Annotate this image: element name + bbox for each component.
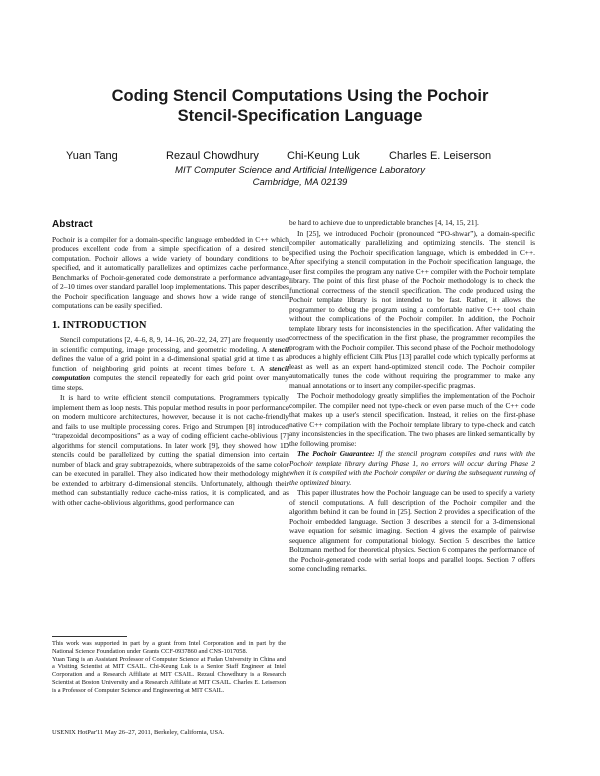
author-name: Chi-Keung Luk xyxy=(287,150,360,162)
intro-paragraph-2: It is hard to write efficient stencil computations. Programmers typically implement them as loop nests. This popular method results in poor performance on modern multicore architectures, however, because it is not cache-friendly and fails to use multiple processing cores. Frigo and Strumpen [8] introduced “trapezoidal decompositions” as a way of coding efficient cache-oblivious [7] algorithms for stencil computations. In later work [9], they showed how 1D stencils could be parallelized by cutting the spatial dimension into certain number of black and gray subtrapezoids, where subtrapezoids of the same color can be executed in parallel. They also indicated how their methodology might be extended to arbitrary d-dimensional stencils. Unfortunately, although their method can substantially reduce cache-miss ratios, it is complicated, and as with other cache-oblivious algorithms, good performance can xyxy=(52,393,289,507)
pochoir-guarantee: The Pochoir Guarantee: If the stencil program compiles and runs with the Pochoir template library during Phase 1, no errors will occur during Phase 2 when it is compiled with the Pochoir compiler or during the subsequent running of the optimized binary. xyxy=(289,449,535,487)
intro-paragraph-3: In [25], we introduced Pochoir (pronounced “PO-shwar”), a domain-specific compiler automatically parallelizing and optimizing stencils. The stencil is specified using the Pochoir specification language, which is embedded in C++. After specifying a stencil computation in the Pochoir specification language, the user first compiles the program any native C++ compiler with the Pochoir template library. The point of this first phase of the Pochoir methodology is to check the functional correctness of the stencil specification. The code produced using the Pochoir template library is not intended to be fast. Rather, it allows the programmer to debug the program using a comfortable native C++ tool chain without the complications of the Pochoir compiler. In addition, the Pochoir template library tests for inconsistencies in the specification. After validating the correctness of the specification in the first phase, the programmer recompiles the program with the Pochoir compiler. This second phase of the Pochoir methodology produces a highly efficient Cilk Plus [13] parallel code which typically performs at least as well as an expert hand-optimized stencil code. The Pochoir compiler automatically tunes the code without requiring the programmer to make any manual annotations or to insert any compiler-specific pragmas. xyxy=(289,228,536,390)
abstract-text: Pochoir is a compiler for a domain-specific language embedded in C++ which produces excellent code from a simple specification of a desired stencil computation. Pochoir allows a wide variety of boundary conditions to be specified, and it automatically parallelizes and optimizes cache performance. Benchmarks of Pochoir-generated code demonstrate a performance advantage of 2–10 times over standard parallel loop implementations. This paper describes the Pochoir specification language and shows how a wide range of stencil computations can be easily specified. xyxy=(52,234,289,310)
title-line-2: Stencil-Specification Language xyxy=(177,107,423,125)
venue-line: USENIX HotPar'11 May 26–27, 2011, Berkeley, California, USA. xyxy=(52,729,225,736)
affiliation xyxy=(40,165,560,189)
paper-title xyxy=(40,86,560,126)
footnote xyxy=(52,640,286,695)
term-stencil-computation: stencil computation xyxy=(52,363,289,382)
affiliation-line-2: Cambridge, MA 02139 xyxy=(252,177,348,188)
author-name: Charles E. Leiserson xyxy=(389,150,492,162)
left-column xyxy=(52,220,289,508)
footnote-funding: This work was supported in part by a grant from Intel Corporation and in part by the National Science Foundation under Grants CCF-0937860 and CNS-1017058. xyxy=(52,640,286,655)
right-column xyxy=(289,218,535,575)
section-heading: 1. INTRODUCTION xyxy=(52,319,147,331)
term-stencil: stencil xyxy=(269,344,289,354)
footnote-divider xyxy=(52,636,127,637)
intro-paragraph-1: Stencil computations [2, 4–6, 8, 9, 14–16, 20–22, 24, 27] are frequently used in scientific computing, image processing, and geometric modeling. A stencil defines the value of a grid point in a d-dimensional spatial grid at time t as a function of neighboring grid points at recent times before t. A stencil computation computes the stencil repeatedly for each grid point over many time steps. xyxy=(52,335,289,392)
author-name: Rezaul Chowdhury xyxy=(166,150,259,162)
abstract-heading: Abstract xyxy=(52,219,93,230)
affiliation-line-1: MIT Computer Science and Artificial Intelligence Laboratory xyxy=(175,165,425,176)
footnote-affiliations: Yuan Tang is an Assistant Professor of Computer Science at Fudan University in China and a Visiting Scientist at MIT CSAIL. Chi-Keung Luk is a Senior Staff Engineer at Intel Corporation and a Research Affiliate at MIT CSAIL. Rezaul Chowdhury is a Research Scientist at Boston University and a Research Affiliate at MIT CSAIL. Charles E. Leiserson is a Professor of Computer Science and Engineering at MIT CSAIL. xyxy=(52,655,286,694)
author-name: Yuan Tang xyxy=(66,150,118,162)
intro-paragraph-5: This paper illustrates how the Pochoir language can be used to specify a variety of stencil computations. A full description of the Pochoir compiler and the algorithm behind it can be found in [25]. Section 2 provides a specification of the Pochoir embedded language. Section 3 describes a stencil for a 3-dimensional wave equation for seismic imaging. Section 4 gives the example of pairwise sequence alignment for computational biology. Section 5 describes the lattice Boltzmann method for theoretical physics. Section 6 compares the performance of the Pochoir-generated code with serial loops and parallel loops. Section 7 offers some concluding remarks. xyxy=(289,488,535,573)
intro-paragraph-4: The Pochoir methodology greatly simplifies the implementation of the Pochoir compiler. The compiler need not type-check or even parse much of the C++ code that makes up a user's stencil specification. Instead, it relies on the first-phase native C++ compilation with the Pochoir template library to type-check and catch any inconsistencies in the specification. The two phases are linked semantically by the following promise: xyxy=(289,391,535,448)
intro-continuation: be hard to achieve due to unpredictable branches [4, 14, 15, 21]. xyxy=(289,218,479,227)
title-line-1: Coding Stencil Computations Using the Pochoir xyxy=(111,87,489,105)
guarantee-label: The Pochoir Guarantee: xyxy=(297,449,375,458)
